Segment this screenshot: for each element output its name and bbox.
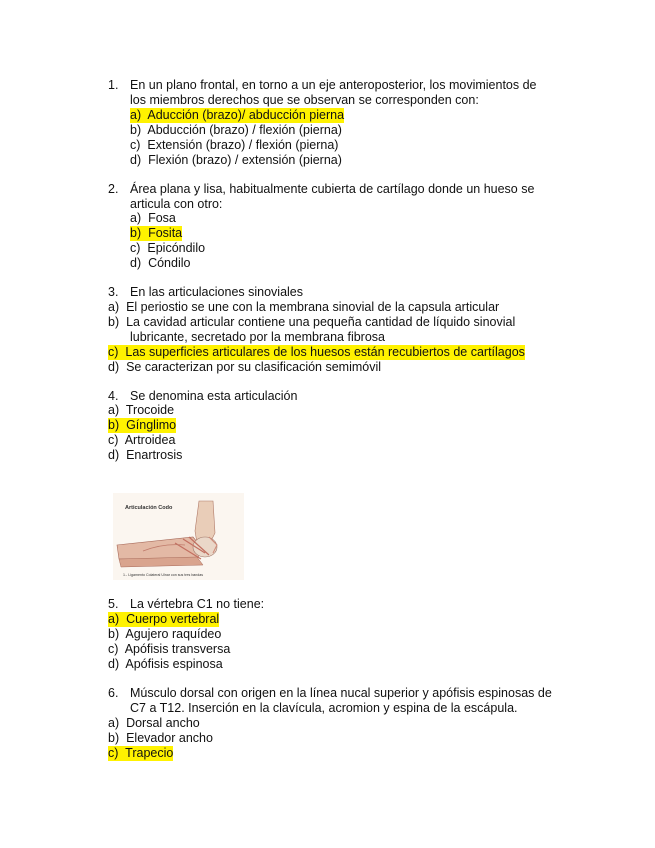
q4-stem-line-1: Se denomina esta articulación [130, 389, 298, 403]
q6-stem-line-2: C7 a T12. Inserción en la clavícula, acromion y espina de la escápula. [130, 701, 518, 715]
q3-option-d: d) Se caracterizan por su clasificación semimóvil [108, 360, 382, 374]
q3-number: 3. [108, 285, 119, 299]
q6-option-a: a) Dorsal ancho [108, 716, 200, 730]
q2-stem-line-2: articula con otro: [130, 197, 223, 211]
q6-option-b: b) Elevador ancho [108, 731, 213, 745]
q1-number: 1. [108, 78, 119, 92]
q4-number: 4. [108, 389, 119, 403]
q2-number: 2. [108, 182, 119, 196]
figure-caption: 1.- Ligamento Colateral Ulnar con sus tres bandas [123, 573, 204, 577]
q5-option-b: b) Agujero raquídeo [108, 627, 222, 641]
q1-stem-line-2: los miembros derechos que se observan se corresponden con: [130, 93, 479, 107]
q5-option-c: c) Apófisis transversa [108, 642, 231, 656]
q6-option-c: c) Trapecio [108, 746, 174, 760]
q5-option-d: d) Apófisis espinosa [108, 657, 223, 671]
q2-stem-line-1: Área plana y lisa, habitualmente cubierta de cartílago donde un hueso se [130, 182, 535, 196]
q5-number: 5. [108, 597, 119, 611]
q3-option-b: b) La cavidad articular contiene una pequeña cantidad de líquido sinovial [108, 315, 516, 329]
q2-option-d: d) Cóndilo [130, 256, 191, 270]
q2-option-c: c) Epicóndilo [130, 241, 206, 255]
q6-number: 6. [108, 686, 119, 700]
q1-option-b: b) Abducción (brazo) / flexión (pierna) [130, 123, 342, 137]
q2-option-b: b) Fosita [130, 226, 183, 240]
q1-stem-line-1: En un plano frontal, en torno a un eje anteroposterior, los movimientos de [130, 78, 537, 92]
q1-option-a: a) Aducción (brazo)/ abducción pierna [130, 108, 345, 122]
q6-stem-line-1: Músculo dorsal con origen en la línea nucal superior y apófisis espinosas de [130, 686, 552, 700]
q1-option-d: d) Flexión (brazo) / extensión (pierna) [130, 153, 342, 167]
q2-option-a: a) Fosa [130, 211, 176, 225]
q3-option-c: c) Las superficies articulares de los huesos están recubiertos de cartílagos [108, 345, 525, 359]
elbow-illustration [113, 493, 244, 580]
q5-option-a: a) Cuerpo vertebral [108, 612, 220, 626]
q4-option-a: a) Trocoide [108, 403, 175, 417]
elbow-joint-figure [113, 493, 244, 580]
q1-option-c: c) Extensión (brazo) / flexión (pierna) [130, 138, 339, 152]
q4-option-c: c) Artroidea [108, 433, 176, 447]
q3-option-a: a) El periostio se une con la membrana sinovial de la capsula articular [108, 300, 500, 314]
q4-option-b: b) Gínglimo [108, 418, 177, 432]
q3-option-b-continued: lubricante, secretado por la membrana fibrosa [130, 330, 385, 344]
q5-stem-line-1: La vértebra C1 no tiene: [130, 597, 265, 611]
q4-option-d: d) Enartrosis [108, 448, 183, 462]
q3-stem-line-1: En las articulaciones sinoviales [130, 285, 304, 299]
figure-title: Articulación Codo [125, 505, 173, 511]
